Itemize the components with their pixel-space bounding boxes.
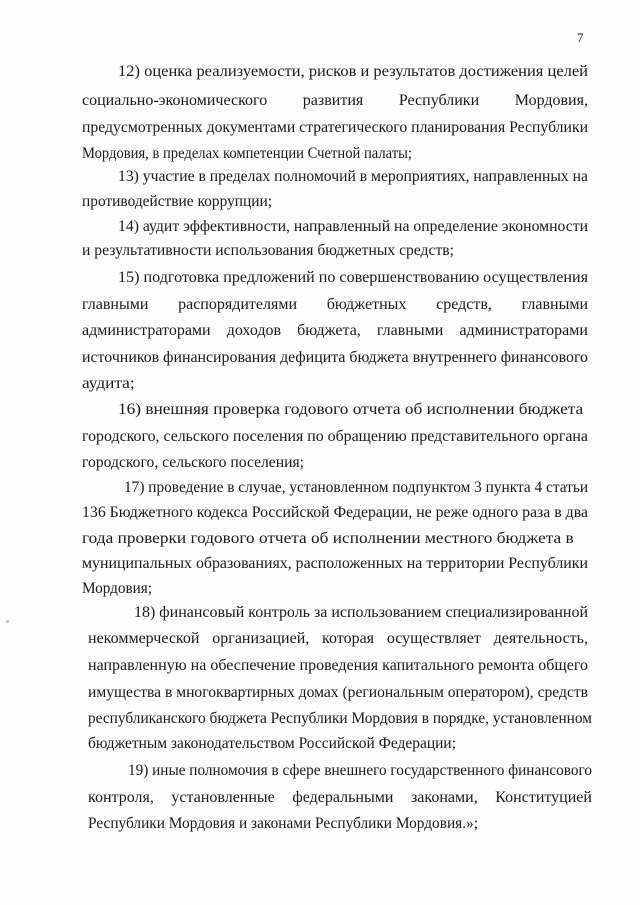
line-word: федеральными bbox=[292, 789, 394, 806]
line-text: 17) проведение в случае, установленном подпунктом 3 пункта 4 статьи bbox=[124, 479, 589, 496]
line-text: 15) подготовка предложений по совершенствованию осуществления bbox=[118, 269, 589, 286]
text-line bbox=[118, 269, 588, 287]
line-text: года проверки годового отчета об исполнении местного бюджета в bbox=[82, 530, 574, 547]
line-word: которая bbox=[322, 630, 375, 647]
line-word: бюджета, bbox=[297, 322, 361, 339]
line-text: 12) оценка реализуемости, рисков и результатов достижения целей bbox=[118, 63, 588, 80]
text-line bbox=[82, 145, 412, 163]
text-line bbox=[88, 815, 478, 833]
text-line bbox=[118, 63, 588, 81]
text-line bbox=[82, 322, 588, 340]
text-line bbox=[82, 193, 272, 211]
line-word: главными bbox=[376, 322, 444, 339]
page-number: 7 bbox=[577, 30, 584, 45]
line-word: бюджетных bbox=[326, 296, 407, 313]
line-text: Мордовия; bbox=[82, 580, 153, 597]
line-text: бюджетным законодательством Российской Федерации; bbox=[88, 735, 456, 752]
line-text: 136 Бюджетного кодекса Российской Федерации, не реже одного раза в два bbox=[82, 504, 589, 521]
text-line bbox=[82, 454, 304, 472]
line-word: деятельность, bbox=[493, 630, 588, 647]
line-word: Республики bbox=[398, 92, 480, 109]
line-text: 19) иные полномочия в сфере внешнего государственного финансового bbox=[128, 762, 592, 779]
text-line bbox=[82, 580, 152, 598]
line-text: аудита; bbox=[82, 375, 135, 392]
line-word: контроля, bbox=[88, 789, 154, 806]
line-word: Конституцией bbox=[495, 789, 592, 806]
line-text: направленную на обеспечение проведения капитального ремонта общего bbox=[88, 657, 588, 674]
text-line bbox=[134, 604, 588, 622]
text-line bbox=[82, 92, 588, 110]
text-line bbox=[128, 762, 592, 780]
line-text: республиканского бюджета Республики Мордовия в порядке, установленном bbox=[88, 710, 592, 727]
text-line bbox=[88, 630, 588, 648]
line-word: развития bbox=[302, 92, 364, 109]
text-line bbox=[88, 710, 592, 728]
line-word: социально-экономического bbox=[82, 92, 268, 109]
line-word: доходов bbox=[226, 322, 282, 339]
line-word: организацией, bbox=[212, 630, 310, 647]
text-line bbox=[82, 428, 588, 446]
line-text: источников финансирования дефицита бюджета внутреннего финансового bbox=[82, 349, 589, 366]
line-text: Республики Мордовия и законами Республики Мордовия.»; bbox=[88, 815, 478, 832]
text-line bbox=[82, 375, 142, 393]
line-word: распорядителями bbox=[178, 296, 298, 313]
line-text: 14) аудит эффективности, направленный на определение экономности bbox=[118, 218, 588, 235]
text-line bbox=[82, 242, 454, 260]
text-line bbox=[88, 657, 588, 675]
line-text: противодействие коррупции; bbox=[82, 193, 273, 210]
line-word: администраторами bbox=[82, 322, 211, 339]
line-word: средств, bbox=[436, 296, 492, 313]
text-line bbox=[82, 504, 588, 522]
line-word: установленные bbox=[171, 789, 275, 806]
line-text: предусмотренных документами стратегического планирования Республики bbox=[82, 119, 588, 136]
line-word: Мордовия, bbox=[514, 92, 588, 109]
line-text: городского, сельского поселения; bbox=[82, 454, 304, 471]
line-word: главными bbox=[521, 296, 588, 313]
line-text: имущества в многоквартирных домах (региональным оператором), средств bbox=[88, 684, 589, 701]
text-line bbox=[118, 218, 588, 236]
line-text: 13) участие в пределах полномочий в мероприятиях, направленных на bbox=[118, 168, 588, 185]
line-word: некоммерческой bbox=[88, 630, 200, 647]
text-line bbox=[82, 119, 588, 137]
text-line bbox=[118, 401, 588, 419]
text-line bbox=[124, 479, 588, 497]
line-word: главными bbox=[82, 296, 149, 313]
text-line bbox=[82, 555, 588, 573]
line-text: 18) финансовый контроль за использованием специализированной bbox=[134, 604, 588, 621]
line-text: городского, сельского поселения по обращению представительного органа bbox=[82, 428, 588, 445]
line-text: 16) внешняя проверка годового отчета об исполнении бюджета bbox=[118, 401, 584, 418]
line-text: Мордовия, в пределах компетенции Счетной палаты; bbox=[82, 145, 412, 162]
line-word: осуществляет bbox=[386, 630, 481, 647]
text-line bbox=[118, 168, 588, 186]
line-text: муниципальных образованиях, расположенных на территории Республики bbox=[82, 555, 589, 572]
text-line bbox=[82, 349, 588, 367]
line-word: администраторами bbox=[459, 322, 588, 339]
text-line bbox=[88, 789, 592, 807]
text-line bbox=[88, 684, 588, 702]
line-text: и результативности использования бюджетных средств; bbox=[82, 242, 455, 259]
text-line bbox=[88, 735, 456, 753]
text-line bbox=[82, 530, 588, 548]
text-line bbox=[82, 296, 588, 314]
line-word: законами, bbox=[410, 789, 478, 806]
